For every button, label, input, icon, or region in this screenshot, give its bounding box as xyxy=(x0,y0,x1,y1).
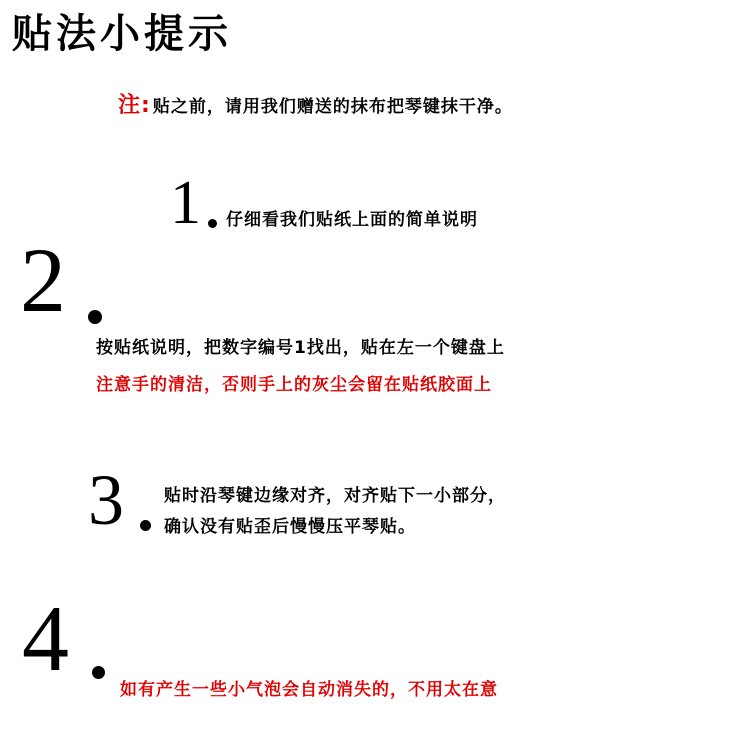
step-1-dot xyxy=(208,219,217,228)
step-3-line-1: 贴时沿琴键边缘对齐，对齐贴下一小部分， xyxy=(164,486,506,506)
step-2-number: 2 xyxy=(20,229,66,331)
step-3-dot xyxy=(140,520,151,531)
step-1-text: 仔细看我们贴纸上面的简单说明 xyxy=(226,210,478,230)
step-3-number: 3 xyxy=(88,460,124,540)
step-2-dot xyxy=(88,310,102,324)
step-2-line-1: 按贴纸说明，把数字编号1找出，贴在左一个键盘上 xyxy=(96,338,505,358)
note-text: 贴之前，请用我们赠送的抹布把琴键抹干净。 xyxy=(152,97,513,117)
step-4-text: 如有产生一些小气泡会自动消失的，不用太在意 xyxy=(120,680,498,700)
page-title: 贴法小提示 xyxy=(12,11,232,57)
note-line xyxy=(118,88,513,119)
step-1-number: 1 xyxy=(170,169,201,237)
step-3-line-2: 确认没有贴歪后慢慢压平琴贴。 xyxy=(164,517,416,537)
note-label: 注 xyxy=(118,93,142,118)
step-4-dot xyxy=(92,666,105,679)
note-colon: : xyxy=(141,93,151,118)
step-4-number: 4 xyxy=(22,587,69,691)
step-2-line-2: 注意手的清洁，否则手上的灰尘会留在贴纸胶面上 xyxy=(96,375,492,395)
